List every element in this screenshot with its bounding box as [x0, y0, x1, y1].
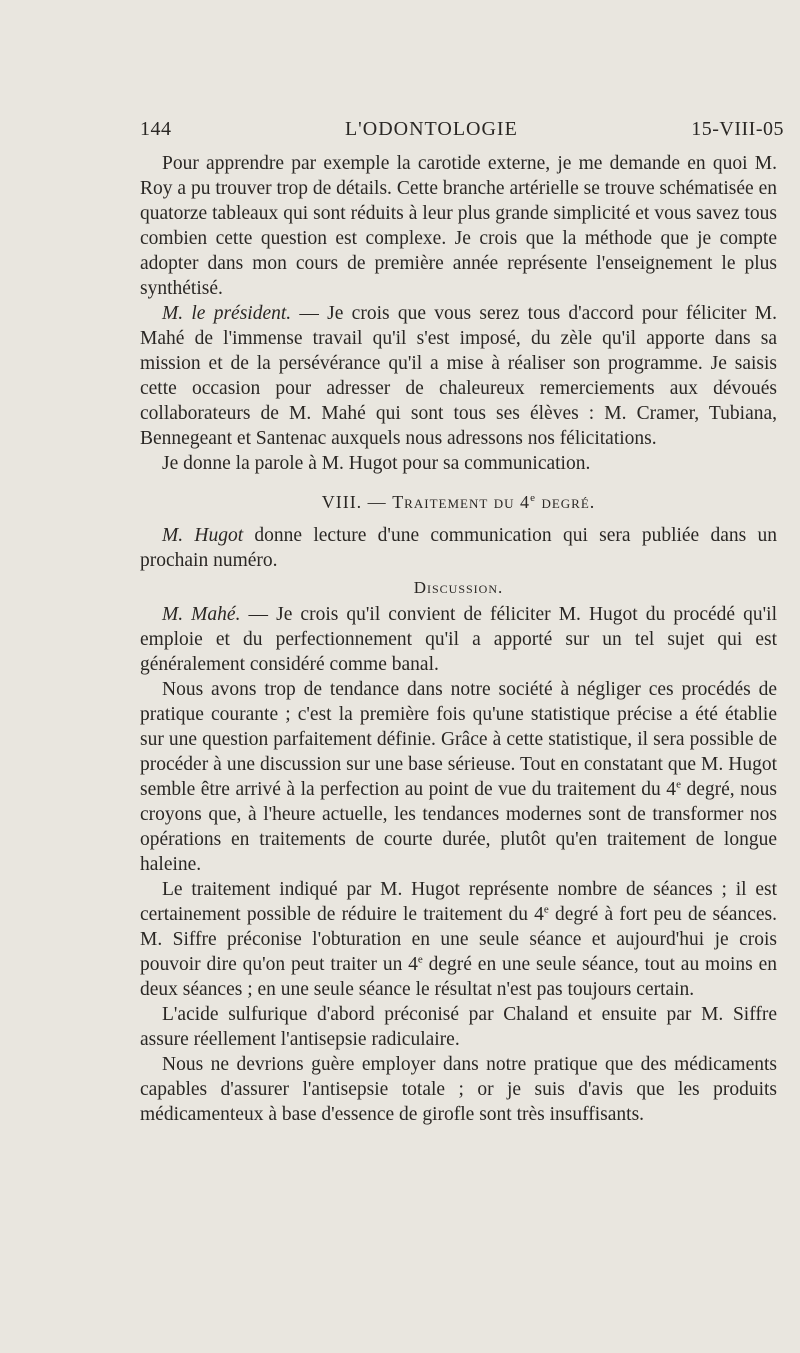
- paragraph-7-sup-2: e: [417, 953, 423, 966]
- paragraph-3: Je donne la parole à M. Hugot pour sa communication.: [162, 453, 591, 474]
- paragraph-5-text: — Je crois qu'il convient de féliciter M. Hugot du procédé qu'il emploie et du perfectionnement qu'il a apporté sur un tel sujet qui est généralement considéré comme banal.: [140, 604, 777, 675]
- paragraph-4: [140, 523, 777, 573]
- section-number: VIII. —: [321, 492, 393, 512]
- paragraph-7-sup-1: e: [543, 903, 549, 916]
- paragraph-7: [140, 877, 777, 1002]
- paragraph-5: [140, 602, 777, 677]
- speaker-mahe: M. Mahé.: [162, 604, 241, 625]
- paragraph-6: [140, 677, 777, 877]
- speaker-hugot: M. Hugot: [162, 525, 244, 546]
- page-number: 144: [140, 118, 172, 140]
- paragraph-4-text: donne lecture d'une communication qui sera publiée dans un prochain numéro.: [140, 525, 778, 571]
- section-title-b: degré.: [535, 492, 596, 512]
- section-title-sup: e: [530, 492, 536, 504]
- paragraph-8: L'acide sulfurique d'abord préconisé par Chaland et ensuite par M. Siffre assure réellement l'antisepsie radiculaire.: [140, 1004, 777, 1050]
- paragraph-2-text: — Je crois que vous serez tous d'accord pour féliciter M. Mahé de l'immense travail qu'il s'est imposé, du zèle qu'il apporte dans sa mission et de la persévérance qu'il a mise à réaliser son programme. Je saisis cette occasion pour adresser de chaleureux remerciements aux dévoués collaborateurs de M. Mahé qui sont tous ses élèves : M. Cramer, Tubiana, Bennegeant et Santenac auxquels nous adressons nos félicitations.: [140, 303, 777, 449]
- paragraph-9: Nous ne devrions guère employer dans notre pratique que des médicaments capables d'assurer l'antisepsie totale ; or je suis d'avis que les produits médicamenteux à base d'essence de girofle sont très insuffisants.: [140, 1054, 777, 1125]
- paragraph-7-text-a: Le traitement indiqué par M. Hugot représente nombre de séances ; il est certainement possible de réduire le traitement du 4: [140, 879, 777, 925]
- paragraph-2: [140, 301, 777, 451]
- speaker-president: M. le président.: [162, 303, 292, 324]
- issue-date: 15-VIII-05: [691, 118, 784, 140]
- journal-title: L'ODONTOLOGIE: [344, 118, 518, 140]
- page-header: [140, 118, 784, 141]
- paragraph-6-text-b: degré, nous croyons que, à l'heure actuelle, les tendances modernes sont de transformer nos opérations en traitements de courte durée, plutôt qu'en traitement de longue haleine.: [140, 779, 777, 875]
- body-text: [140, 151, 777, 1127]
- paragraph-7-text-b: degré à fort peu de séances. M. Siffre préconise l'obturation en une seule séance et aujourd'hui je crois pouvoir dire qu'on peut traiter un 4: [140, 904, 777, 975]
- paragraph-6-sup: e: [676, 778, 681, 791]
- discussion-heading: Discussion.: [413, 578, 504, 597]
- paragraph-1: Pour apprendre par exemple la carotide externe, je me demande en quoi M. Roy a pu trouver trop de détails. Cette branche artérielle se trouve schématisée en quatorze tableaux qui sont réduits à leur plus grande simplicité et vous savez tous combien cette question est complexe. Je crois que la méthode que je compte adopter dans mon cours de première année représente l'enseignement le plus synthétisé.: [140, 153, 777, 299]
- section-title-a: Traitement du 4: [392, 492, 531, 512]
- paragraph-7-text-c: degré en une seule séance, tout au moins en deux séances ; en une seule séance le résultat n'est pas toujours certain.: [140, 954, 777, 1000]
- section-heading: [140, 490, 777, 515]
- paragraph-6-text-a: Nous avons trop de tendance dans notre société à négliger ces procédés de pratique courante ; c'est la première fois qu'une statistique précise a été établie sur une question parfaitement définie. Grâce à cette statistique, il sera possible de procéder à une discussion sur une base sérieuse. Tout en constatant que M. Hugot semble être arrivé à la perfection au point de vue du traitement du 4: [140, 679, 777, 800]
